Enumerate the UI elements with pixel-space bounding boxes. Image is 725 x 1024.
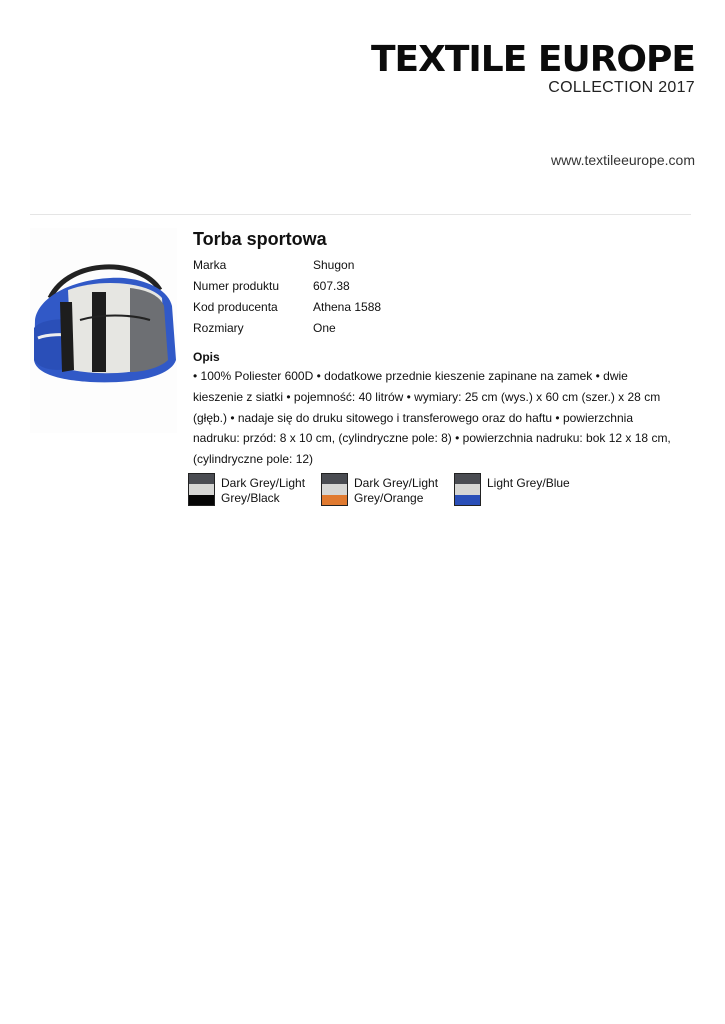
product-image [30,228,177,433]
spec-key: Kod producenta [193,300,278,314]
color-option[interactable] [188,473,321,506]
spec-value: One [313,321,336,335]
spec-table [193,255,673,339]
spec-key: Rozmiary [193,321,244,335]
spec-value: 607.38 [313,279,350,293]
color-label-line: Dark Grey/Light [221,476,306,490]
color-option[interactable] [454,473,587,506]
color-swatch [321,473,348,506]
description-heading: Opis [193,350,220,364]
website-link[interactable]: www.textileeurope.com [551,152,695,168]
spec-row [193,318,673,339]
color-label [354,476,438,506]
color-label-line: Light Grey/Blue [487,476,570,490]
color-swatch [454,473,481,506]
spec-key: Numer produktu [193,279,280,293]
color-label [487,476,570,506]
color-label-line: Dark Grey/Light [354,476,439,490]
color-swatch [188,473,215,506]
color-label-line: Grey/Black [221,491,280,505]
spec-value: Shugon [313,258,355,272]
brand-logo [371,40,695,96]
color-label-line: Grey/Orange [354,491,424,505]
spec-row [193,276,673,297]
color-options [188,473,587,506]
spec-row [193,297,673,318]
color-option[interactable] [321,473,454,506]
spec-row [193,255,673,276]
product-title: Torba sportowa [193,229,327,249]
divider [30,214,691,215]
description-text: • 100% Poliester 600D • dodatkowe przednie kieszenie zapinane na zamek • dwie kieszenie z siatki • pojemność: 40 litrów • wymiary: 25 cm (wys.) x 60 cm (szer.) x 28 cm (głęb.) • nadaje się do druku sitowego i transferowego oraz do haftu • powierzchnia nadruku: przód: 8 x 10 cm, (cylindryczne pole: 8) • powierzchnia nadruku: bok 12 x 18 cm, (cylindryczne pole: 12) [193,369,671,467]
spec-value: Athena 1588 [313,300,382,314]
color-label [221,476,305,506]
spec-key: Marka [193,258,227,272]
brand-title: TEXTILE EUROPE [370,39,695,80]
brand-subtitle: COLLECTION 2017 [548,79,695,96]
